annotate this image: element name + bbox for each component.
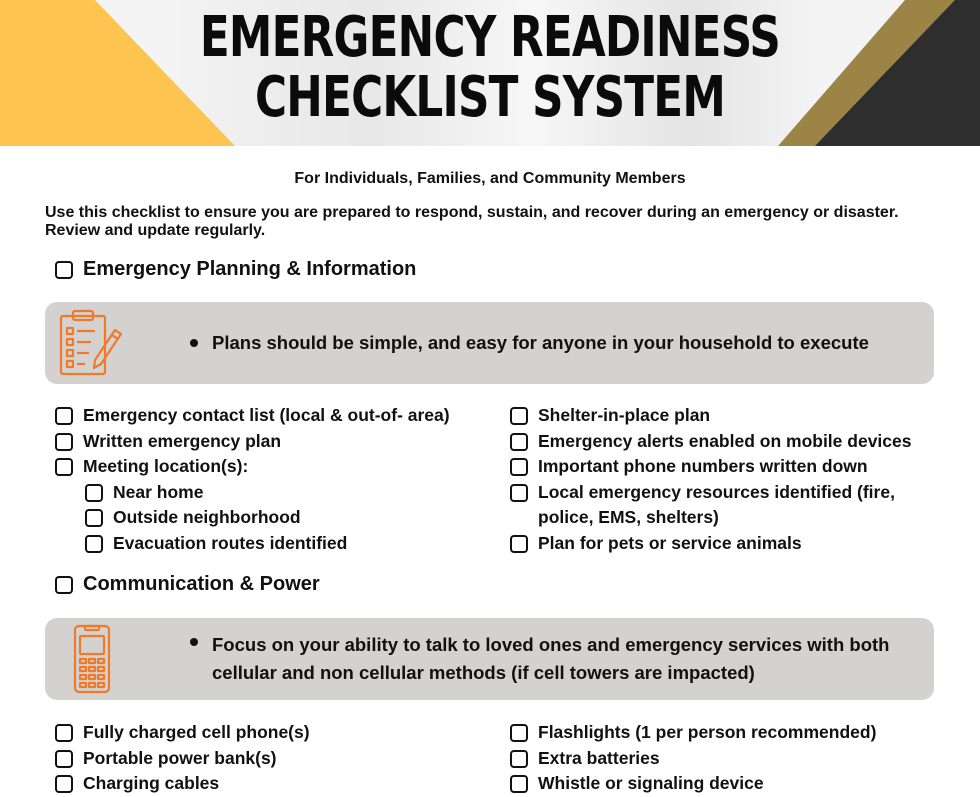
- header-banner: [0, 0, 980, 146]
- checklist-right-column: [510, 720, 940, 797]
- checkbox[interactable]: [85, 509, 103, 527]
- list-item[interactable]: Important phone numbers written down: [510, 454, 940, 480]
- checkbox[interactable]: [510, 750, 528, 768]
- list-item[interactable]: Whistle or signaling device: [510, 771, 940, 797]
- cell-phone-icon: [55, 624, 125, 694]
- list-item[interactable]: Shelter-in-place plan: [510, 403, 940, 429]
- list-item[interactable]: Emergency alerts enabled on mobile devices: [510, 429, 940, 455]
- section-heading-communication: [55, 573, 320, 596]
- section-title: Communication & Power: [83, 573, 320, 595]
- list-item[interactable]: Portable power bank(s): [55, 746, 495, 772]
- list-item[interactable]: Local emergency resources identified (fire, police, EMS, shelters): [510, 480, 940, 531]
- checkbox[interactable]: [55, 407, 73, 425]
- section-heading-planning: [55, 258, 416, 281]
- checkbox[interactable]: [55, 775, 73, 793]
- section-checkbox[interactable]: [55, 576, 73, 594]
- list-subitem[interactable]: Outside neighborhood: [55, 505, 495, 531]
- list-item[interactable]: Flashlights (1 per person recommended): [510, 720, 940, 746]
- intro-text: Use this checklist to ensure you are prepared to respond, sustain, and recover during an emergency or disaster. Review and update regularly.: [45, 204, 899, 239]
- section-title: Emergency Planning & Information: [83, 258, 417, 280]
- list-item[interactable]: Written emergency plan: [55, 429, 495, 455]
- clipboard-checklist-icon: [55, 308, 125, 378]
- list-item[interactable]: Charging cables: [55, 771, 495, 797]
- checkbox[interactable]: [510, 775, 528, 793]
- checklist-left-column: [55, 403, 495, 556]
- checkbox[interactable]: [510, 724, 528, 742]
- tip-text: Plans should be simple, and easy for anyone in your household to execute: [190, 302, 920, 384]
- checkbox[interactable]: [55, 750, 73, 768]
- checkbox[interactable]: [510, 458, 528, 476]
- checkbox[interactable]: [85, 535, 103, 553]
- bullet: [190, 339, 198, 347]
- page-subtitle: For Individuals, Families, and Community Members: [294, 170, 686, 187]
- checkbox[interactable]: [85, 484, 103, 502]
- checkbox[interactable]: [55, 458, 73, 476]
- list-item[interactable]: Plan for pets or service animals: [510, 531, 940, 557]
- tip-banner: [45, 618, 934, 700]
- checkbox[interactable]: [55, 433, 73, 451]
- checkbox[interactable]: [510, 407, 528, 425]
- list-subitem[interactable]: Near home: [55, 480, 495, 506]
- checklist-right-column: [510, 403, 940, 556]
- section-checkbox[interactable]: [55, 261, 73, 279]
- checklist-left-column: [55, 720, 495, 797]
- list-item[interactable]: Extra batteries: [510, 746, 940, 772]
- page-title: EMERGENCY READINESS CHECKLIST SYSTEM: [199, 5, 781, 130]
- list-subitem[interactable]: Evacuation routes identified: [55, 531, 495, 557]
- checkbox[interactable]: [510, 535, 528, 553]
- checkbox[interactable]: [55, 724, 73, 742]
- checkbox[interactable]: [510, 433, 528, 451]
- tip-text: Focus on your ability to talk to loved ones and emergency services with both cellular and non cellular methods (if cell towers are impacted): [190, 618, 920, 700]
- bullet: [190, 638, 198, 646]
- list-item[interactable]: Fully charged cell phone(s): [55, 720, 495, 746]
- checkbox[interactable]: [510, 484, 528, 502]
- list-item[interactable]: Emergency contact list (local & out-of- area): [55, 403, 495, 429]
- tip-banner: [45, 302, 934, 384]
- list-item[interactable]: Meeting location(s):: [55, 454, 495, 480]
